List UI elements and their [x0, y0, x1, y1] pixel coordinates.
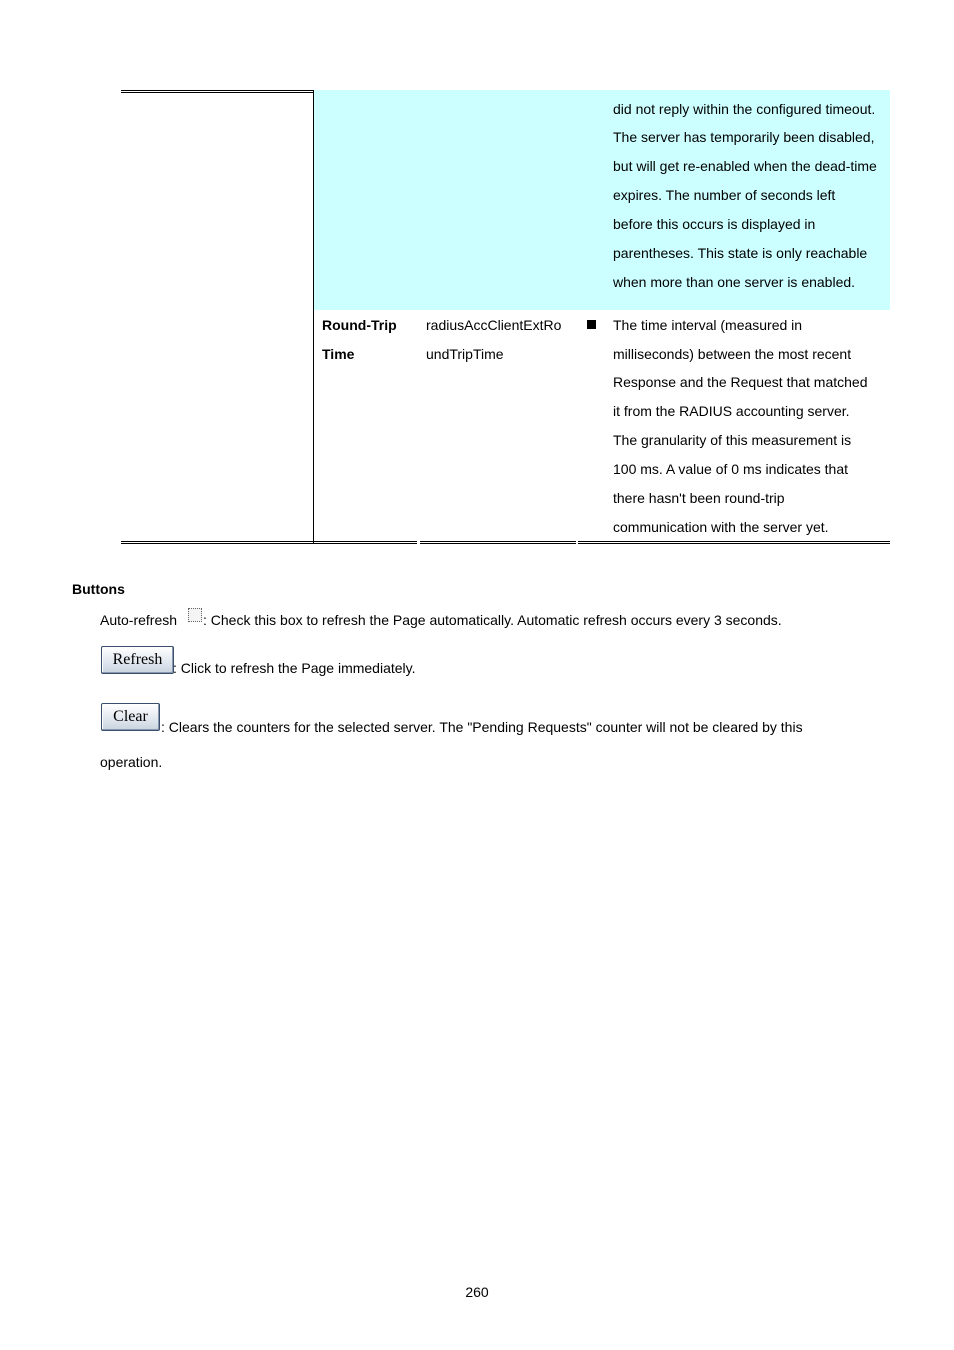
table-bottom-rule	[420, 541, 576, 544]
description-line: it from the RADIUS accounting server.	[613, 403, 850, 419]
square-bullet-icon	[587, 320, 596, 329]
column-divider	[313, 90, 314, 543]
description-line: when more than one server is enabled.	[613, 274, 856, 290]
description-line: The granularity of this measurement is	[613, 432, 852, 448]
refresh-button[interactable]: Refresh	[101, 646, 174, 674]
auto-refresh-label: Auto-refresh	[100, 612, 178, 628]
description-line: parentheses. This state is only reachable	[613, 245, 868, 261]
row-object: radiusAccClientExtRo	[426, 317, 562, 333]
description-line: but will get re-enabled when the dead-time	[613, 158, 877, 174]
description-line: expires. The number of seconds left	[613, 187, 836, 203]
description-line: Response and the Request that matched	[613, 374, 868, 390]
description-line: The server has temporarily been disabled,	[613, 129, 875, 145]
refresh-description: : Click to refresh the Page immediately.	[173, 660, 416, 676]
row-label: Time	[322, 346, 355, 362]
clear-description-continued: operation.	[100, 754, 163, 770]
clear-button[interactable]: Clear	[101, 703, 160, 731]
row-object: undTripTime	[426, 346, 504, 362]
table-bottom-rule	[578, 541, 890, 544]
table-bottom-rule	[121, 541, 417, 544]
description-line: milliseconds) between the most recent	[613, 346, 852, 362]
auto-refresh-description: : Check this box to refresh the Page automatically. Automatic refresh occurs every 3 seconds.	[203, 612, 782, 628]
auto-refresh-checkbox[interactable]	[188, 608, 202, 622]
description-line: The time interval (measured in	[613, 317, 803, 333]
row-label: Round-Trip	[322, 317, 397, 333]
description-line: there hasn't been round-trip	[613, 490, 785, 506]
description-line: communication with the server yet.	[613, 519, 829, 535]
clear-description: : Clears the counters for the selected server. The "Pending Requests" counter will not be cleared by this	[161, 719, 803, 735]
description-line: before this occurs is displayed in	[613, 216, 816, 232]
page-number: 260	[465, 1284, 489, 1300]
table-top-rule	[121, 90, 314, 93]
section-title: Buttons	[72, 581, 125, 597]
description-line: did not reply within the configured timeout.	[613, 101, 876, 117]
description-line: 100 ms. A value of 0 ms indicates that	[613, 461, 849, 477]
